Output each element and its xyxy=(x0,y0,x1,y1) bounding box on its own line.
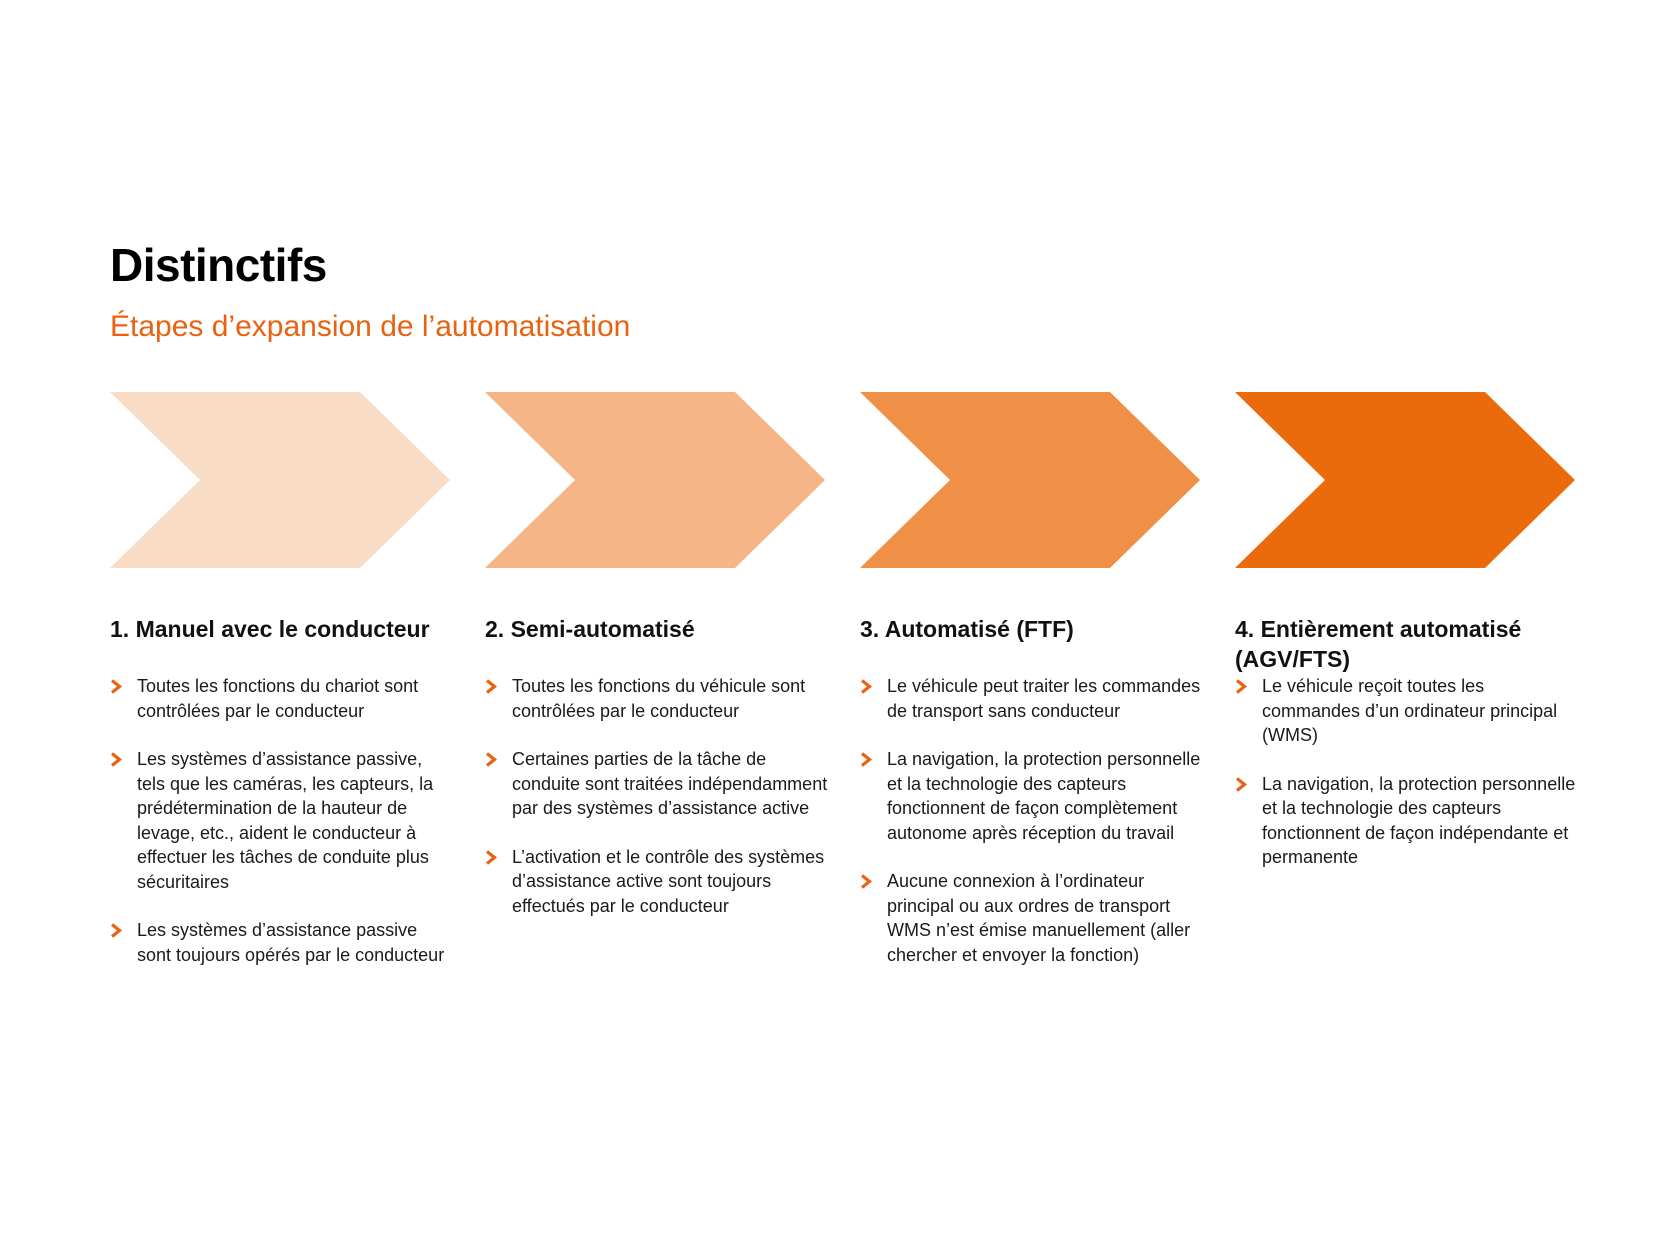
bullet-text: Aucune connexion à l’ordinateur principal ou aux ordres de transport WMS n’est émise manuellement (aller chercher et envoyer la fonction) xyxy=(887,871,1191,965)
bullet-text: Le véhicule reçoit toutes les commandes d’un ordinateur principal (WMS) xyxy=(1262,676,1558,745)
bullet-list xyxy=(860,674,1205,967)
chevron-right-icon xyxy=(485,752,498,767)
stage-title: 4. Entièrement automatisé (AGV/FTS) xyxy=(1235,616,1522,672)
chevron-right-icon xyxy=(485,679,498,694)
stage-column-2 xyxy=(485,392,830,942)
chevron-right-icon xyxy=(860,874,873,889)
stage-column-4 xyxy=(1235,392,1580,894)
bullet-text: Les systèmes d’assistance passive sont toujours opérés par le conducteur xyxy=(137,920,445,965)
chevron-arrow-2 xyxy=(485,392,825,568)
page-subtitle: Étapes d’expansion de l’automatisation xyxy=(110,310,631,343)
chevron-right-icon xyxy=(110,923,123,938)
chevron-right-icon xyxy=(1235,777,1248,792)
list-item xyxy=(860,869,1205,967)
bullet-text: La navigation, la protection personnelle et la technologie des capteurs fonctionnent de façon complètement autonome après réception du travail xyxy=(887,749,1201,843)
list-item xyxy=(485,845,830,919)
list-item xyxy=(860,674,1205,723)
chevron-right-icon xyxy=(110,679,123,694)
list-item xyxy=(1235,772,1580,870)
page-title: Distinctifs xyxy=(110,239,327,291)
stage-title: 3. Automatisé (FTF) xyxy=(860,616,1074,642)
chevron-arrow-1 xyxy=(110,392,450,568)
bullet-list xyxy=(110,674,455,967)
stage-title: 2. Semi-automatisé xyxy=(485,616,695,642)
chevron-right-icon xyxy=(110,752,123,767)
bullet-text: Le véhicule peut traiter les commandes de transport sans conducteur xyxy=(887,676,1201,721)
list-item xyxy=(485,747,830,821)
bullet-list xyxy=(485,674,830,918)
bullet-text: La navigation, la protection personnelle et la technologie des capteurs fonctionnent de façon indépendante et permanente xyxy=(1262,773,1576,867)
bullet-text: L’activation et le contrôle des systèmes d’assistance active sont toujours effectués par le conducteur xyxy=(512,846,825,916)
stage-column-3 xyxy=(860,392,1205,991)
stage-title: 1. Manuel avec le conducteur xyxy=(110,616,430,642)
list-item xyxy=(110,674,455,723)
list-item xyxy=(1235,674,1580,748)
chevron-right-icon xyxy=(1235,679,1248,694)
stage-column-1 xyxy=(110,392,455,991)
bullet-text: Toutes les fonctions du véhicule sont contrôlées par le conducteur xyxy=(512,676,806,721)
bullet-text: Les systèmes d’assistance passive, tels que les caméras, les capteurs, la prédétermination de la hauteur de levage, etc., aident le conducteur à effectuer les tâches de conduite plus sécuritaires xyxy=(137,749,434,892)
chevron-arrow-3 xyxy=(860,392,1200,568)
chevron-right-icon xyxy=(860,679,873,694)
chevron-arrow-4 xyxy=(1235,392,1575,568)
list-item xyxy=(110,918,455,967)
bullet-list xyxy=(1235,674,1580,870)
chevron-right-icon xyxy=(860,752,873,767)
bullet-text: Toutes les fonctions du chariot sont contrôlées par le conducteur xyxy=(137,676,419,721)
list-item xyxy=(485,674,830,723)
chevron-right-icon xyxy=(485,850,498,865)
list-item xyxy=(860,747,1205,845)
list-item xyxy=(110,747,455,894)
bullet-text: Certaines parties de la tâche de conduite sont traitées indépendamment par des systèmes d’assistance active xyxy=(512,749,828,818)
